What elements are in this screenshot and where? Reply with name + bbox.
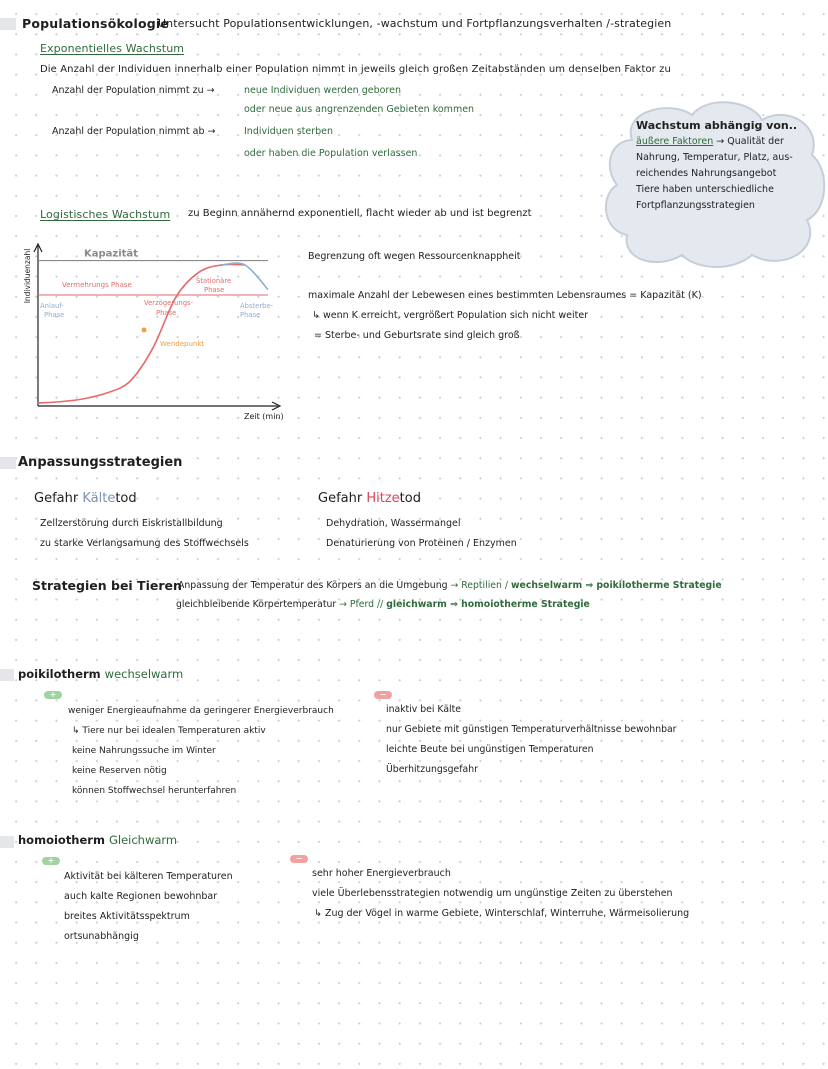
cloud-line1-green: äußere Faktoren xyxy=(636,136,714,147)
cold-word: Kälte xyxy=(82,491,116,506)
homoio-pro-3: breites Aktivitätsspektrum xyxy=(64,911,190,922)
poikilo-pro-4: keine Reserven nötig xyxy=(72,766,167,776)
phase-label-absterbe-2: Phase xyxy=(240,311,261,319)
phase-label-verzoegerung-2: Phase xyxy=(156,309,177,317)
cloud-line4: Tiere haben unterschiedliche xyxy=(636,184,774,195)
adapt-title: Anpassungsstrategien xyxy=(18,455,183,470)
log-title: Logistisches Wachstum xyxy=(40,208,171,221)
exp-title: Exponentielles Wachstum xyxy=(40,42,185,55)
exp-increase-label: Anzahl der Population nimmt zu → xyxy=(52,85,215,96)
plus-icon: + xyxy=(42,857,60,865)
poikilo-con-2: nur Gebiete mit günstigen Temperaturverhältnisse bewohnbar xyxy=(386,724,677,735)
phase-label-vermehrung: Vermehrungs Phase xyxy=(62,281,132,289)
section-marker xyxy=(0,836,14,848)
strategy-1: Anpassung der Temperatur des Körpers an die Umgebung xyxy=(178,580,448,591)
section-marker xyxy=(0,18,16,30)
strategy-2-result: gleichwarm ⇒ homoiotherme Strategie xyxy=(386,599,590,610)
heat-word: Hitze xyxy=(366,491,400,506)
strategy-1-example: → Reptilien / xyxy=(450,580,508,591)
exp-decrease-2: oder haben die Population verlassen xyxy=(244,148,418,159)
poikilo-con-3: leichte Beute bei ungünstigen Temperaturen xyxy=(386,744,594,755)
phase-label-anlauf-2: Phase xyxy=(44,311,65,319)
poikilo-heading xyxy=(18,667,183,681)
phase-label-anlauf: Anlauf- xyxy=(40,302,64,310)
poikilo-con-4: Überhitzungsgefahr xyxy=(386,764,478,775)
cloud-line5: Fortpflanzungsstrategien xyxy=(636,200,755,211)
cloud-title: Wachstum abhängig von.. xyxy=(636,119,798,132)
poikilo-title: poikilotherm xyxy=(18,667,101,681)
heat-suffix: tod xyxy=(399,491,421,506)
poikilo-pro-1: weniger Energieaufnahme da geringerer Energieverbrauch xyxy=(68,706,334,716)
strategy-1-line xyxy=(178,580,722,591)
heat-1: Dehydration, Wassermangel xyxy=(326,518,461,529)
plus-icon: + xyxy=(44,691,62,699)
capacity-label: Kapazität xyxy=(84,248,138,260)
cold-prefix: Gefahr xyxy=(34,491,83,506)
homoio-con-3: ↳ Zug der Vögel in warme Gebiete, Winterschlaf, Winterruhe, Wärmeisolierung xyxy=(314,908,690,919)
homoio-con-2: viele Überlebensstrategien notwendig um ungünstige Zeiten zu überstehen xyxy=(312,888,673,899)
poikilo-con-1: inaktiv bei Kälte xyxy=(386,704,461,715)
strategies-title: Strategien bei Tieren xyxy=(32,578,182,593)
exp-decrease-1: Individuen sterben xyxy=(244,126,334,137)
exp-increase-2: oder neue aus angrenzenden Gebieten kommen xyxy=(244,104,475,115)
homoio-pro-1: Aktivität bei kälteren Temperaturen xyxy=(64,871,233,882)
log-capacity-def: maximale Anzahl der Lebewesen eines bestimmten Lebensraumes = Kapazität (K) xyxy=(308,290,702,301)
cloud-line3: reichendes Nahrungsangebot xyxy=(636,168,777,179)
cloud-line1-rest: → Qualität der xyxy=(716,136,784,147)
turning-point-marker xyxy=(142,328,147,333)
cold-2: zu starke Verlangsamung des Stoffwechsels xyxy=(40,538,249,549)
phase-label-verzoegerung: Verzögerungs- xyxy=(144,299,194,307)
homoio-pro-4: ortsunabhängig xyxy=(64,931,139,942)
section-marker xyxy=(0,457,16,469)
cold-heading xyxy=(34,491,137,506)
phase-label-absterbe: Absterbe- xyxy=(240,302,274,310)
phase-label-stationaer-2: Phase xyxy=(204,286,225,294)
log-limit: Begrenzung oft wegen Ressourcenknappheit xyxy=(308,251,521,262)
heat-2: Denaturierung von Proteinen / Enzymen xyxy=(326,538,517,549)
cloud-line2: Nahrung, Temperatur, Platz, aus- xyxy=(636,152,793,163)
minus-icon: − xyxy=(290,855,308,863)
strategy-2-example: → Pferd // xyxy=(339,599,384,610)
exp-increase-1: neue Individuen werden geboren xyxy=(244,85,401,96)
page-subtitle: Untersucht Populationsentwicklungen, -wachstum und Fortpflanzungsverhalten /-strategien xyxy=(158,17,672,30)
strategy-1-result: wechselwarm ⇒ poikilotherme Strategie xyxy=(510,580,722,591)
homoio-heading xyxy=(18,833,177,847)
growth-chart xyxy=(18,236,298,426)
phase-label-stationaer: Stationäre xyxy=(196,277,232,285)
section-marker xyxy=(0,669,14,681)
cold-suffix: tod xyxy=(115,491,137,506)
y-axis-label: Individuenzahl xyxy=(23,248,32,304)
turning-point-label: Wendepunkt xyxy=(160,340,205,348)
homoio-title: homoiotherm xyxy=(18,833,105,847)
page-title: Populationsökologie xyxy=(22,16,170,31)
strategy-2: gleichbleibende Körpertemperatur xyxy=(176,599,337,610)
exp-definition: Die Anzahl der Individuen innerhalb einer Population nimmt in jeweils gleich großen Zeitabständen um denselben Faktor zu xyxy=(40,64,671,75)
poikilo-pro-3: keine Nahrungssuche im Winter xyxy=(72,746,216,756)
homoio-pro-2: auch kalte Regionen bewohnbar xyxy=(64,891,218,902)
log-rates-equal: = Sterbe- und Geburtsrate sind gleich groß xyxy=(314,330,520,341)
x-axis-label: Zeit (min) xyxy=(244,412,284,421)
homoio-title-green: Gleichwarm xyxy=(108,833,178,847)
strategy-2-line xyxy=(176,599,590,610)
cloud-text xyxy=(636,118,797,214)
exp-decrease-label: Anzahl der Population nimmt ab → xyxy=(52,126,216,137)
minus-icon: − xyxy=(374,691,392,699)
log-capacity-reached: ↳ wenn K erreicht, vergrößert Population sich nicht weiter xyxy=(312,310,589,321)
poikilo-pro-5: können Stoffwechsel herunterfahren xyxy=(72,786,237,796)
cold-1: Zellzerstörung durch Eiskristallbildung xyxy=(40,518,223,529)
log-description: zu Beginn annähernd exponentiell, flacht wieder ab und ist begrenzt xyxy=(188,208,532,219)
heat-prefix: Gefahr xyxy=(318,491,367,506)
poikilo-title-green: wechselwarm xyxy=(104,667,184,681)
homoio-con-1: sehr hoher Energieverbrauch xyxy=(312,868,451,879)
poikilo-pro-2: ↳ Tiere nur bei idealen Temperaturen aktiv xyxy=(72,726,266,736)
heat-heading xyxy=(318,491,421,506)
